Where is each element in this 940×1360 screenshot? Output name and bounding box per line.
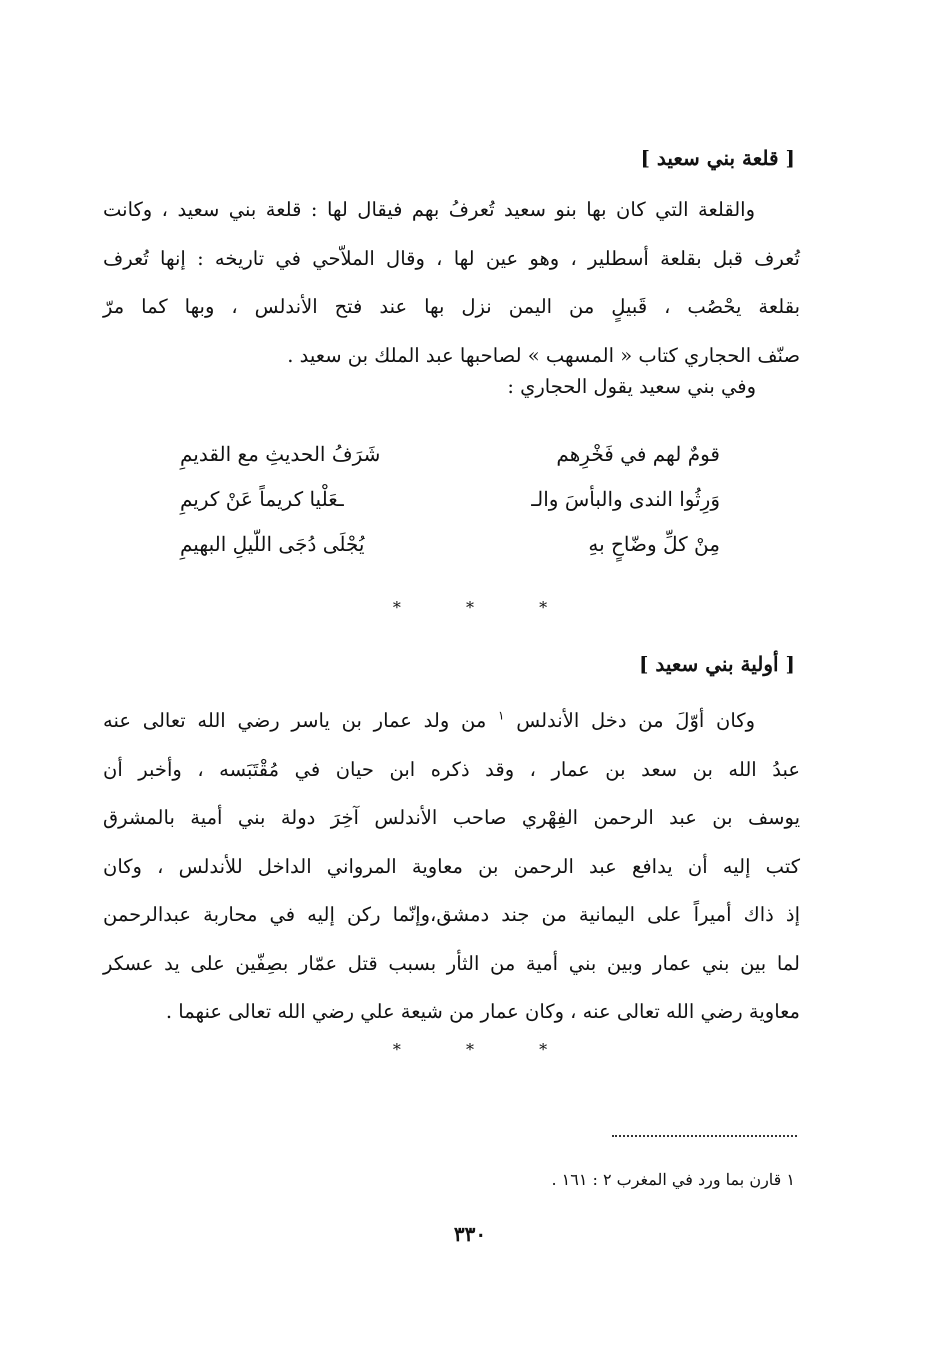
paragraph-text: وكان أوّلَ من دخل الأندلس — [516, 709, 755, 732]
paragraph-line: والقلعة التي كان بها بنو سعيد تُعرفُ بهم فيقال لها : قلعة بني سعيد ، وكانت — [103, 198, 755, 221]
poem-verse — [180, 432, 720, 477]
paragraph-line: معاوية رضي الله تعالى عنه ، وكان عمار من شيعة علي رضي الله تعالى عنهما . — [165, 1000, 800, 1023]
page-number: ٣٣٠ — [453, 1222, 487, 1246]
paragraph-text: من ولد عمار بن ياسر رضي الله تعالى عنه — [103, 709, 487, 732]
paragraph-line — [103, 697, 800, 746]
poem-verse — [180, 477, 720, 522]
section-heading-awwaliyyat-bani-said: [ أولية بني سعيد ] — [638, 652, 795, 676]
section-divider: * * * — [392, 1040, 578, 1059]
footnote: ١ قارن بما ورد في المغرب ٢ : ١٦١ . — [551, 1170, 795, 1189]
verse-second-hemistich: شَرَفُ الحديثِ مع القديمِ — [180, 442, 381, 466]
verse-first-hemistich: وَرِثُوا الندى والبأسَ والـ — [531, 487, 720, 511]
verse-first-hemistich: مِنْ كلِّ وضّاحٍ بهِ — [588, 532, 720, 556]
poem-intro: وفي بني سعيد يقول الحجاري : — [507, 375, 756, 398]
paragraph-qalat-bani-said — [103, 186, 800, 380]
section-divider: * * * — [392, 598, 578, 617]
paragraph-line: كتب إليه أن يدافع عبد الرحمن بن معاوية المرواني الداخل للأندلس ، وكان — [103, 854, 800, 878]
paragraph-line: بقلعة يحْصُب ، قَبيلٍ من اليمن نزل بها عند فتح الأندلس ، وبها كما مرّ — [103, 295, 800, 318]
paragraph-line: صنّف الحجاري كتاب « المسهب » لصاحبها عبد الملك بن سعيد . — [287, 343, 800, 367]
paragraph-line: تُعرف قبل بقلعة أسطلير ، وهو عين لها ، وقال الملاّحي في تاريخه : إنها تُعرف — [103, 246, 800, 270]
footnote-reference[interactable]: ١ — [498, 708, 505, 723]
paragraph-line: إذ ذاك أميراً على اليمانية من جند دمشق،وإنّما ركن إليه في محاربة عبدالرحمن — [103, 903, 800, 926]
paragraph-awwaliyyat-bani-said — [103, 697, 800, 1037]
verse-second-hemistich: يُجْلَى دُجَى اللّيلِ البهيمِ — [180, 532, 365, 556]
verse-second-hemistich: ـعَلْيا كريماً عَنْ كريمِ — [180, 487, 344, 511]
poem — [180, 432, 720, 567]
verse-first-hemistich: قومٌ لهم في فَخْرِهم — [556, 442, 720, 466]
footnote-separator — [612, 1135, 797, 1137]
paragraph-line: لما بين بني عمار وبين بني أمية من الثأر بسبب قتل عمّار بصِفّين على يد عسكر — [103, 951, 800, 975]
paragraph-line: عبدُ الله بن سعد بن عمار ، وقد ذكره ابن حيان في مُقْتَبَسه ، وأخبر أن — [103, 757, 800, 781]
section-heading-qalat-bani-said: [ قلعة بني سعيد ] — [640, 146, 795, 170]
paragraph-line: يوسف بن عبد الرحمن الفِهْري صاحب الأندلس آخِرَ دولة بني أمية بالمشرق — [103, 806, 800, 829]
poem-verse — [180, 522, 720, 567]
